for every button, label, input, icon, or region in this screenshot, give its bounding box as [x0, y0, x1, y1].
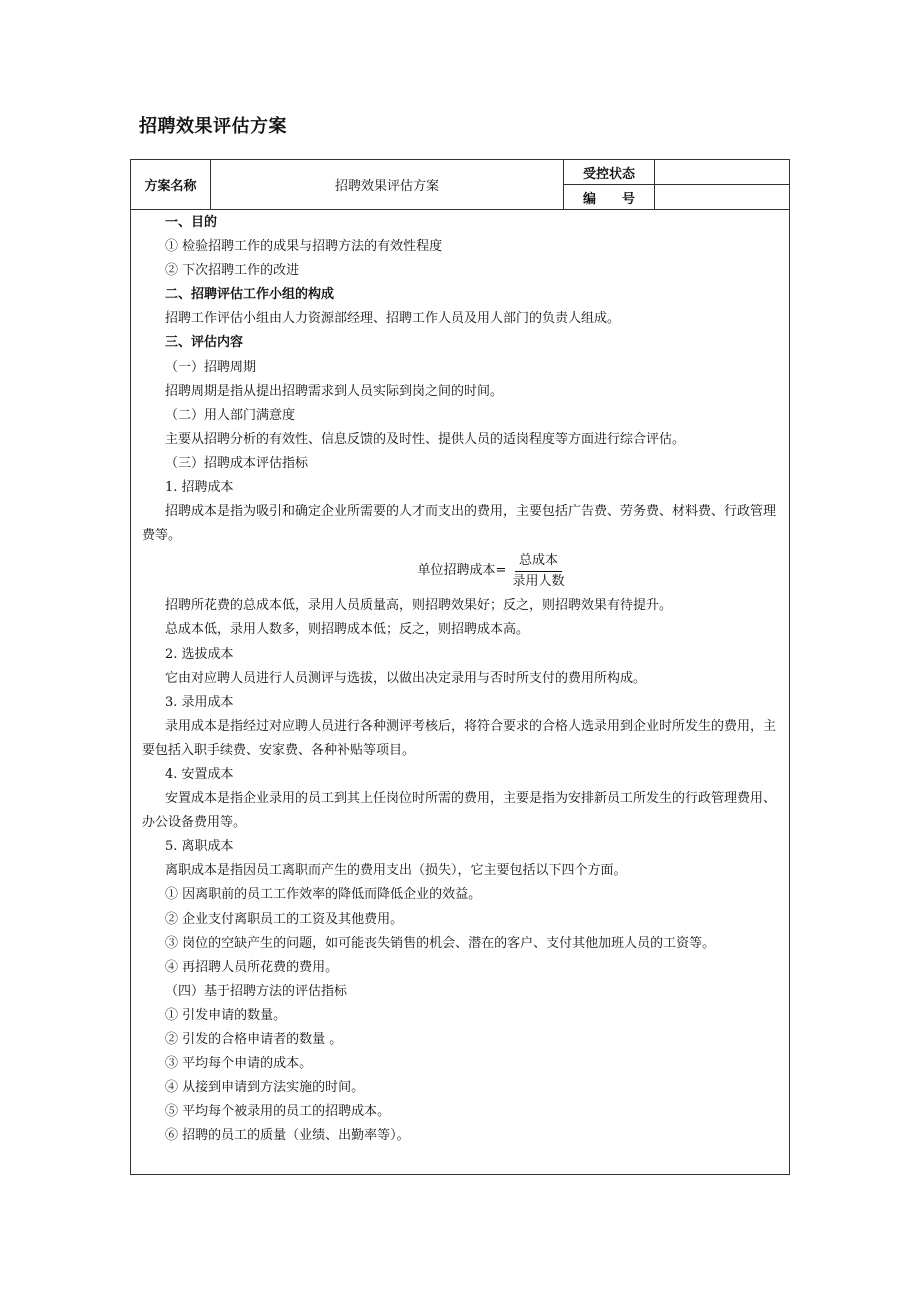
- cost-5-text: 离职成本是指因员工离职而产生的费用支出（损失），它主要包括以下四个方面。: [165, 863, 627, 879]
- method-item: ② 引发的合格申请者的数量 。: [165, 1032, 343, 1047]
- subsection-method-title: （四）基于招聘方法的评估指标: [165, 983, 348, 999]
- formula-fraction: [508, 551, 568, 592]
- subsection-cost-title: （三）招聘成本评估指标: [165, 455, 309, 471]
- document-title: 招聘效果评估方案: [139, 116, 287, 137]
- number-value: [655, 185, 789, 209]
- formula-numerator: 总成本: [515, 551, 562, 572]
- method-item: ⑤ 平均每个被录用的员工的招聘成本。: [165, 1104, 391, 1120]
- cost-4-title: 4. 安置成本: [165, 766, 234, 782]
- purpose-item: ② 下次招聘工作的改进: [165, 263, 300, 279]
- cost-5-title: 5. 离职成本: [165, 839, 234, 855]
- subsection-cycle-title: （一）招聘周期: [165, 359, 257, 375]
- control-status-label: 受控状态: [582, 166, 635, 182]
- header-divider: [130, 209, 790, 210]
- unit-cost-formula: [202, 548, 784, 594]
- cost-2-title: 2. 选拔成本: [165, 646, 234, 662]
- satisfaction-text: 主要从招聘分析的有效性、信息反馈的及时性、提供人员的适岗程度等方面进行综合评估。: [165, 431, 686, 447]
- section-content-title: 三、评估内容: [165, 335, 244, 351]
- cost-5-item: ① 因离职前的员工工作效率的降低而降低企业的效益。: [165, 887, 482, 903]
- method-item: ③ 平均每个申请的成本。: [165, 1056, 313, 1072]
- cost-1-title: 1. 招聘成本: [165, 480, 234, 496]
- plan-name-label: 方案名称: [144, 179, 197, 194]
- cost-4-text: 安置成本是指企业录用的员工到其上任岗位时所需的费用，主要是指为安排新员工所发生的行政管理费用、办公设备费用等。: [142, 791, 777, 831]
- cost-5-item: ② 企业支付离职员工的工资及其他费用。: [165, 911, 404, 927]
- cost-2-text: 它由对应聘人员进行人员测评与选拔，以做出决定录用与否时所支付的费用所构成。: [165, 670, 647, 686]
- cost-5-item: ③ 岗位的空缺产生的问题，如可能丧失销售的机会、潜在的客户、支付其他加班人员的工资等。: [165, 935, 716, 951]
- cost-5-item: ④ 再招聘人员所花费的费用。: [165, 959, 339, 975]
- number-label: 编 号: [582, 191, 635, 207]
- cycle-text: 招聘周期是指从提出招聘需求到人员实际到岗之间的时间。: [165, 383, 504, 399]
- method-item: ⑥ 招聘的员工的质量（业绩、出勤率等）。: [165, 1128, 410, 1144]
- formula-denominator: 录用人数: [512, 573, 565, 589]
- plan-body: [142, 211, 784, 1148]
- cost-3-text: 录用成本是指经过对应聘人员进行各种测评考核后，将符合要求的合格人选录用到企业时所发生的费用，主要包括入职手续费、安家费、各种补贴等项目。: [142, 718, 777, 758]
- cost-1-note: 招聘所花费的总成本低，录用人员质量高，则招聘效果好；反之，则招聘效果有待提升。: [165, 598, 673, 614]
- section-purpose-title: 一、目的: [165, 215, 218, 230]
- subsection-satisfaction-title: （二）用人部门满意度: [165, 407, 296, 423]
- section-team-title: 二、招聘评估工作小组的构成: [165, 287, 335, 303]
- plan-name-value: 招聘效果评估方案: [334, 179, 439, 194]
- cost-1-note: 总成本低，录用人数多，则招聘成本低；反之，则招聘成本高。: [165, 622, 530, 638]
- cost-1-text: 招聘成本是指为吸引和确定企业所需要的人才而支出的费用，主要包括广告费、劳务费、材料费、行政管理费等。: [142, 504, 777, 544]
- formula-lhs: 单位招聘成本=: [417, 563, 507, 579]
- control-status-value: [655, 160, 789, 184]
- purpose-item: ① 检验招聘工作的成果与招聘方法的有效性程度: [165, 239, 443, 255]
- team-text: 招聘工作评估小组由人力资源部经理、招聘工作人员及用人部门的负责人组成。: [165, 311, 621, 327]
- cost-3-title: 3. 录用成本: [165, 694, 234, 710]
- method-item: ④ 从接到申请到方法实施的时间。: [165, 1080, 365, 1096]
- method-item: ① 引发申请的数量。: [165, 1007, 287, 1023]
